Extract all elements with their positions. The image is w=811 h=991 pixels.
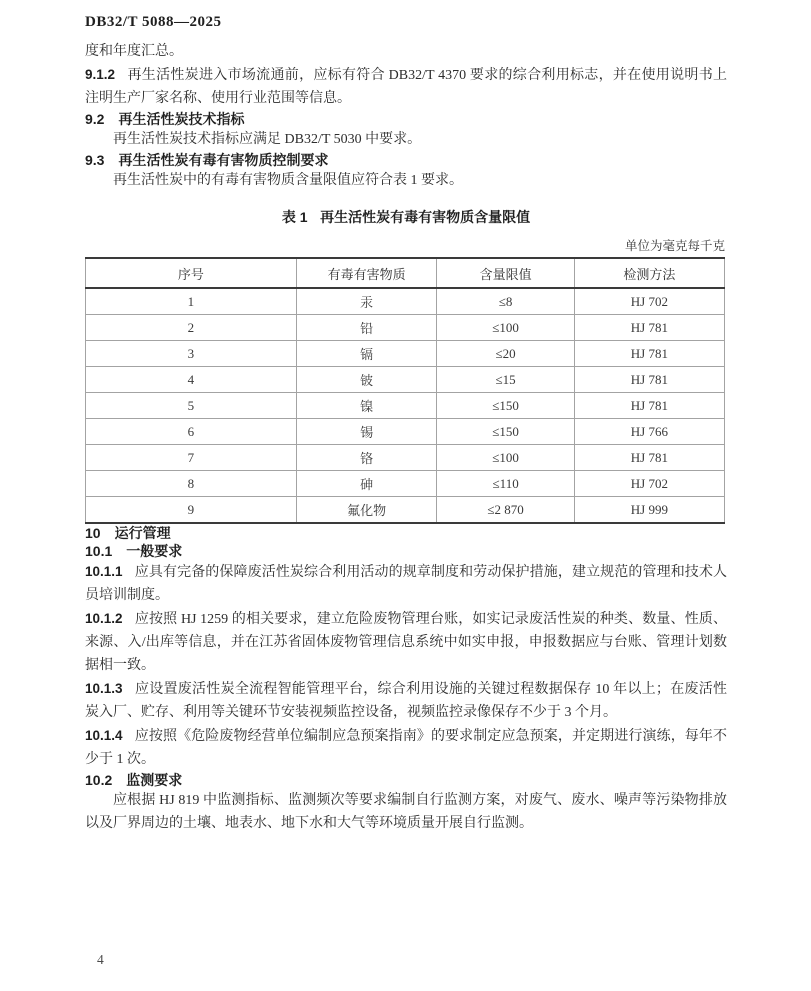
- table-row: [86, 315, 725, 341]
- cell-method: HJ 781: [574, 393, 724, 419]
- cell-seq: 7: [86, 445, 297, 471]
- cell-method: HJ 781: [574, 367, 724, 393]
- table-row: [86, 471, 725, 497]
- heading-10: [85, 524, 727, 542]
- paragraph-9-3: 再生活性炭中的有毒有害物质含量限值应符合表 1 要求。: [113, 173, 463, 188]
- cell-limit: ≤110: [437, 471, 574, 497]
- paragraph-carryover: 度和年度汇总。: [85, 44, 183, 59]
- cell-substance: 镍: [296, 393, 437, 419]
- table-header-row: [86, 258, 725, 288]
- cell-substance: 镉: [296, 341, 437, 367]
- heading-number: 10.2: [85, 772, 113, 788]
- clause-text: 应按照《危险废物经营单位编制应急预案指南》的要求制定应急预案，并定期进行演练，每年不少于 1 次。: [85, 729, 727, 767]
- paragraph-10-2: 应根据 HJ 819 中监测指标、监测频次等要求编制自行监测方案，对废气、废水、噪声等污染物排放以及厂界周边的土壤、地表水、地下水和大气等环境质量开展自行监测。: [85, 793, 727, 831]
- table-row: [86, 288, 725, 315]
- clause-number: 9.1.2: [85, 67, 116, 82]
- cell-limit: ≤2 870: [437, 497, 574, 524]
- cell-seq: 6: [86, 419, 297, 445]
- heading-number: 10.1: [85, 543, 113, 559]
- cell-seq: 2: [86, 315, 297, 341]
- cell-method: HJ 781: [574, 315, 724, 341]
- table-row: [86, 393, 725, 419]
- cell-seq: 1: [86, 288, 297, 315]
- standard-code: DB32/T 5088—2025: [85, 14, 222, 30]
- clause-number: 10.1.2: [85, 611, 123, 626]
- heading-number: 9.3: [85, 152, 105, 168]
- heading-title: 再生活性炭有毒有害物质控制要求: [118, 152, 329, 168]
- column-header-seq: 序号: [86, 258, 297, 288]
- cell-substance: 氟化物: [296, 497, 437, 524]
- cell-seq: 4: [86, 367, 297, 393]
- table-caption-title: 再生活性炭有毒有害物质含量限值: [320, 209, 531, 225]
- clause-text: 应设置废活性炭全流程智能管理平台，综合利用设施的关键过程数据保存 10 年以上；在废活性炭入厂、贮存、利用等关键环节安装视频监控设备，视频监控录像保存不少于 3 个月。: [85, 682, 727, 720]
- table-row: [86, 367, 725, 393]
- page-content: [85, 14, 727, 835]
- cell-seq: 3: [86, 341, 297, 367]
- cell-method: HJ 766: [574, 419, 724, 445]
- cell-method: HJ 781: [574, 341, 724, 367]
- clause-text: 应按照 HJ 1259 的相关要求，建立危险废物管理台账，如实记录废活性炭的种类、数量、性质、来源、入/出库等信息，并在江苏省固体废物管理信息系统中如实申报，申报数据应与台账、管理计划数据相一致。: [85, 612, 727, 673]
- cell-limit: ≤8: [437, 288, 574, 315]
- clause-10-1-2: [85, 607, 727, 677]
- heading-9-3: [85, 151, 727, 169]
- cell-method: HJ 702: [574, 288, 724, 315]
- cell-seq: 5: [86, 393, 297, 419]
- table-row: [86, 497, 725, 524]
- cell-method: HJ 702: [574, 471, 724, 497]
- paragraph-9-2: 再生活性炭技术指标应满足 DB32/T 5030 中要求。: [113, 132, 422, 147]
- cell-substance: 锡: [296, 419, 437, 445]
- cell-substance: 铅: [296, 315, 437, 341]
- heading-number: 10: [85, 525, 101, 541]
- clause-10-1-3: [85, 677, 727, 724]
- heading-number: 9.2: [85, 111, 105, 127]
- cell-substance: 砷: [296, 471, 437, 497]
- heading-10-1: [85, 542, 727, 560]
- clause-10-1-4: [85, 724, 727, 771]
- clause-10-1-1: [85, 560, 727, 607]
- heading-title: 监测要求: [126, 772, 183, 788]
- cell-limit: ≤100: [437, 445, 574, 471]
- page-number: 4: [97, 952, 104, 967]
- cell-substance: 铍: [296, 367, 437, 393]
- table-caption-label: 表 1: [281, 209, 308, 225]
- table-unit-note: 单位为毫克每千克: [624, 239, 725, 253]
- clause-text: 再生活性炭进入市场流通前，应标有符合 DB32/T 4370 要求的综合利用标志，并在使用说明书上注明生产厂家名称、使用行业范围等信息。: [85, 68, 727, 106]
- cell-limit: ≤150: [437, 393, 574, 419]
- table-caption: [85, 207, 727, 227]
- cell-substance: 汞: [296, 288, 437, 315]
- column-header-method: 检测方法: [574, 258, 724, 288]
- cell-limit: ≤100: [437, 315, 574, 341]
- cell-limit: ≤150: [437, 419, 574, 445]
- clause-number: 10.1.4: [85, 728, 123, 743]
- heading-title: 一般要求: [126, 543, 183, 559]
- cell-seq: 9: [86, 497, 297, 524]
- column-header-limit: 含量限值: [437, 258, 574, 288]
- clause-9-1-2: [85, 63, 727, 110]
- cell-method: HJ 781: [574, 445, 724, 471]
- table-row: [86, 341, 725, 367]
- heading-10-2: [85, 771, 727, 789]
- clause-text: 应具有完备的保障废活性炭综合利用活动的规章制度和劳动保护措施，建立规范的管理和技术人员培训制度。: [85, 565, 727, 603]
- column-header-substance: 有毒有害物质: [296, 258, 437, 288]
- heading-title: 再生活性炭技术指标: [118, 111, 245, 127]
- cell-seq: 8: [86, 471, 297, 497]
- heading-9-2: [85, 110, 727, 128]
- cell-limit: ≤15: [437, 367, 574, 393]
- cell-substance: 铬: [296, 445, 437, 471]
- table-row: [86, 445, 725, 471]
- clause-number: 10.1.1: [85, 564, 123, 579]
- cell-limit: ≤20: [437, 341, 574, 367]
- heading-title: 运行管理: [114, 525, 171, 541]
- cell-method: HJ 999: [574, 497, 724, 524]
- table-row: [86, 419, 725, 445]
- clause-number: 10.1.3: [85, 681, 123, 696]
- limits-table: [85, 257, 725, 524]
